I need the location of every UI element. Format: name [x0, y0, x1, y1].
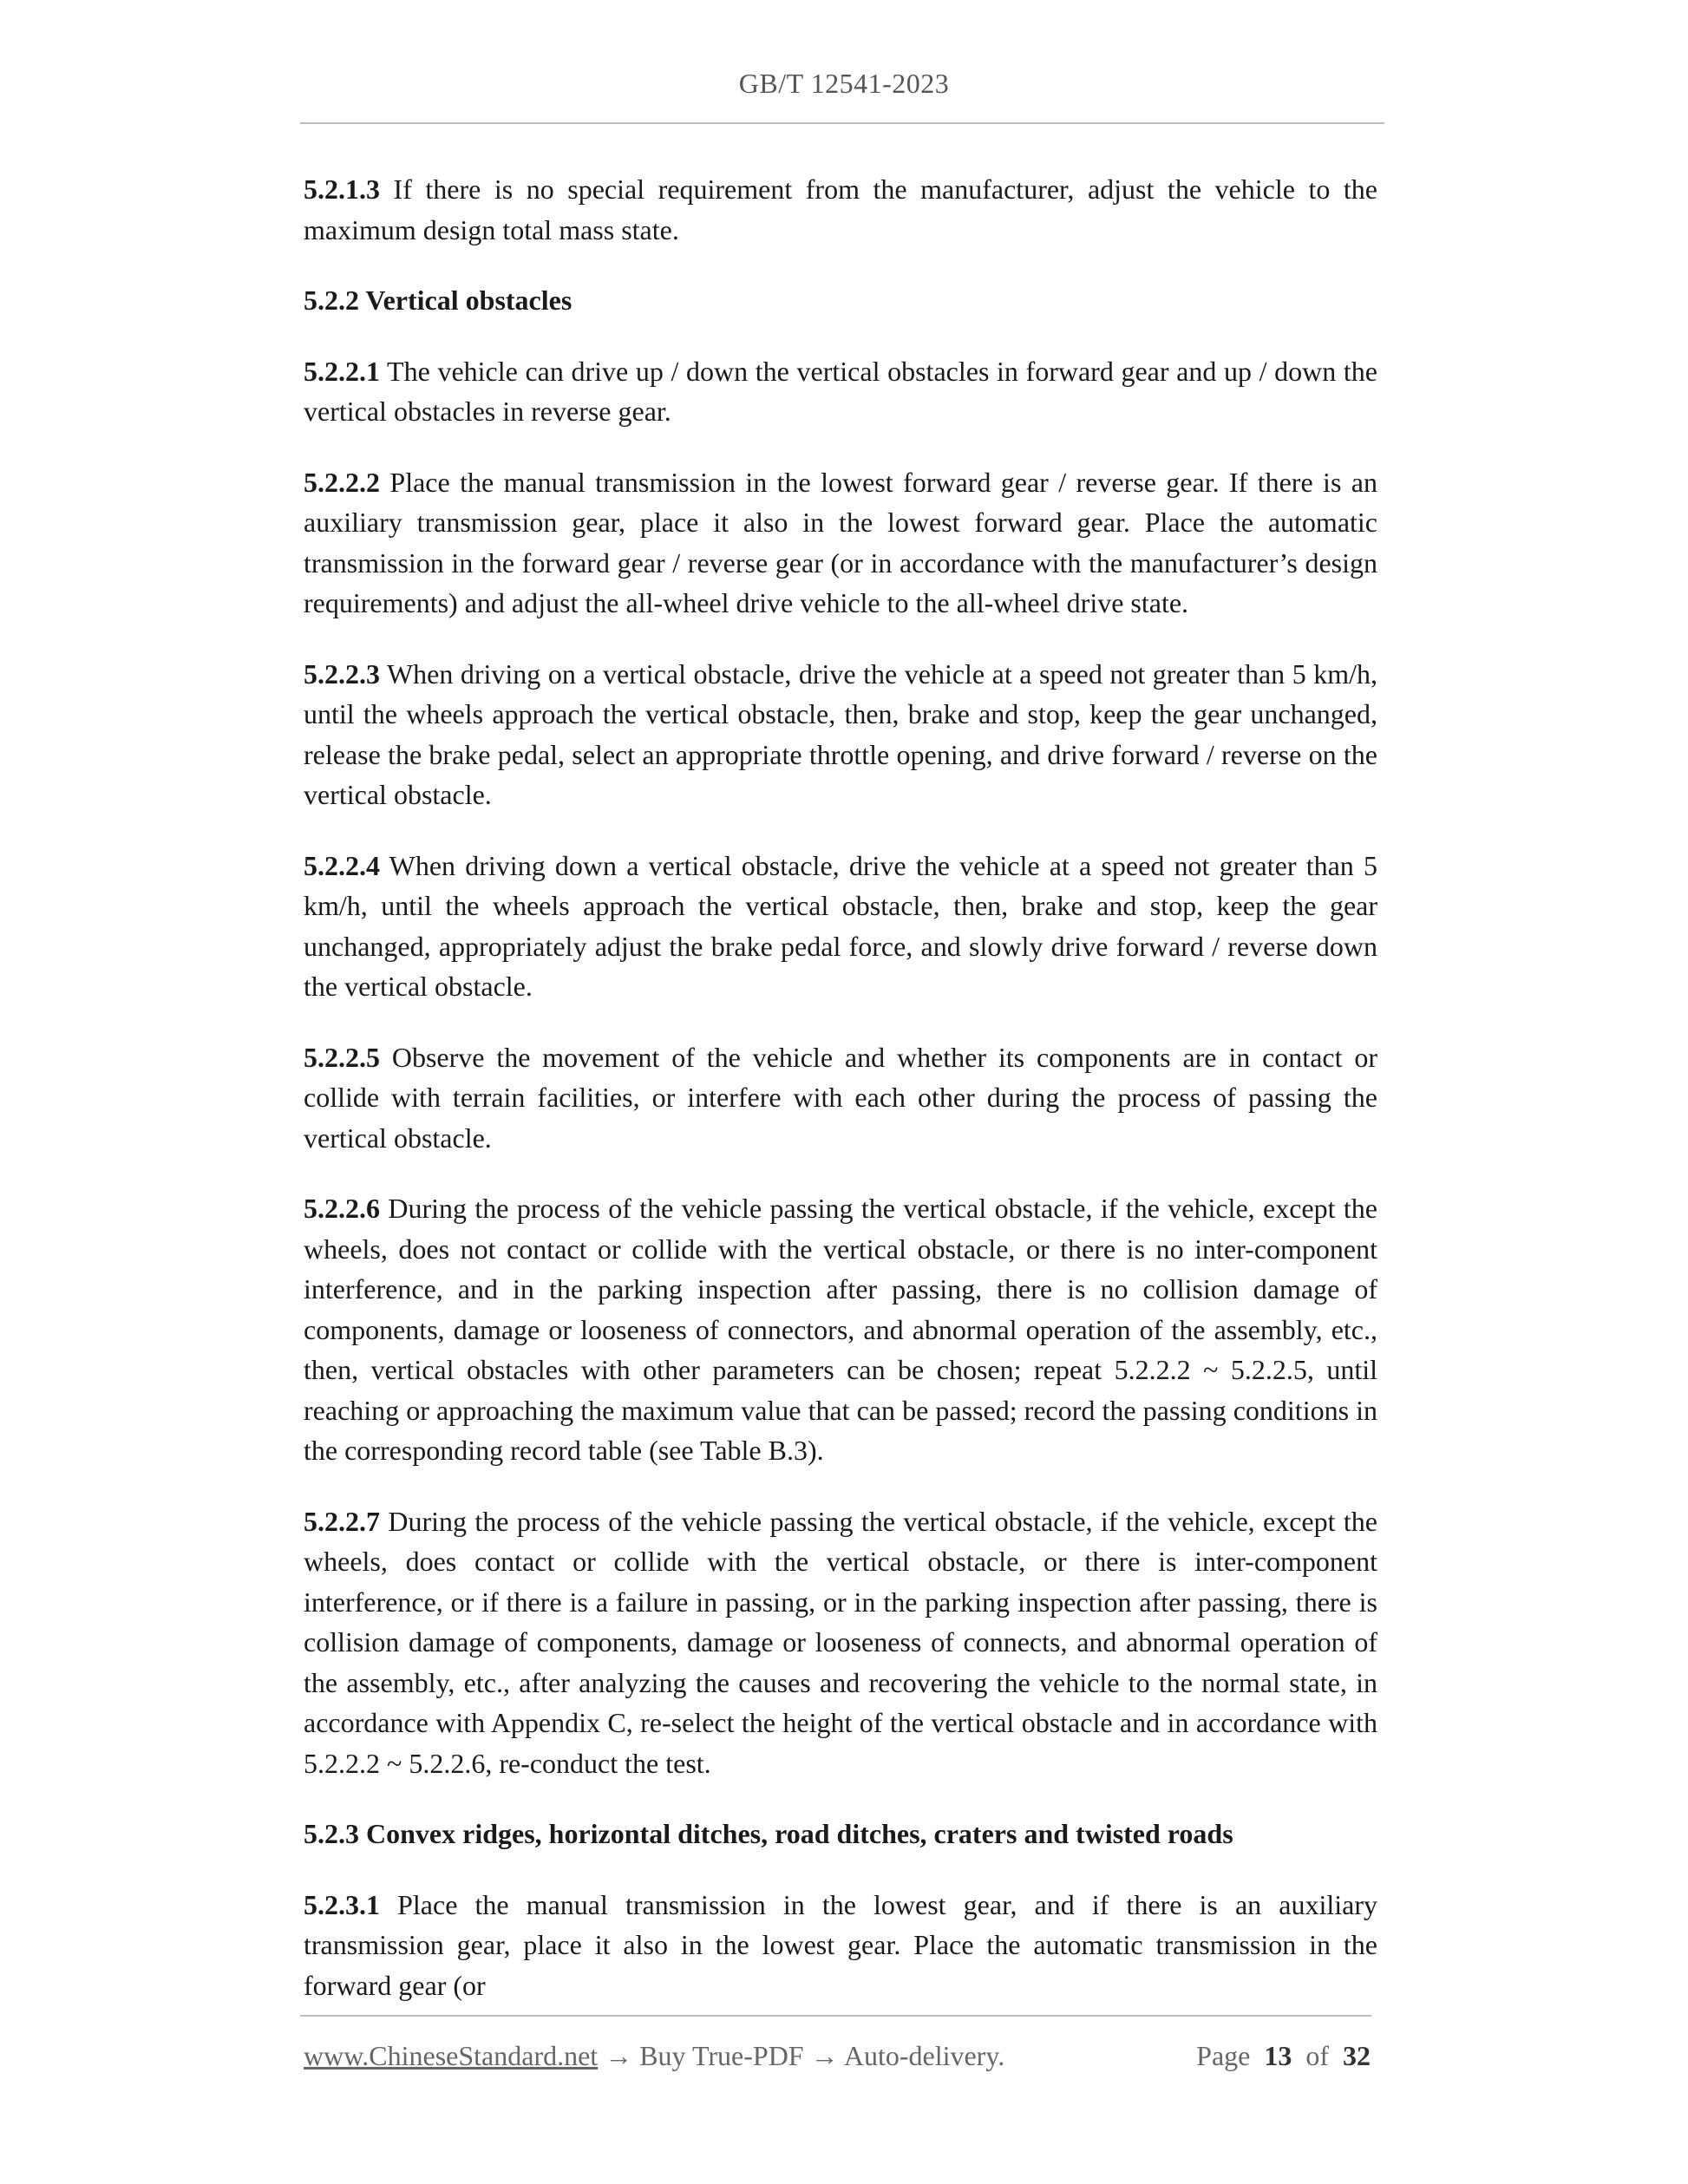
- document-body: [304, 169, 1377, 2036]
- clause-5-2-2-2: [304, 462, 1377, 624]
- clause-5-2-2-4: [304, 846, 1377, 1007]
- clause-number: 5.2.2.1: [304, 355, 380, 387]
- clause-text: When driving down a vertical obstacle, drive the vehicle at a speed not greater than 5 km/h, until the wheels approach the vertical obstacle, then, brake and stop, keep the gear unchanged, appropriately adjust the brake pedal force, and slowly drive forward / reverse down the vertical obstacle.: [304, 849, 1377, 1002]
- of-label: of: [1305, 2040, 1329, 2071]
- page-footer: [304, 2040, 1371, 2078]
- arrow-icon: →: [598, 2040, 640, 2071]
- footer-buy-text: Buy True-PDF: [639, 2040, 804, 2071]
- clause-5-2-1-3: [304, 169, 1377, 250]
- clause-5-2-2-7: [304, 1501, 1377, 1784]
- website-link[interactable]: www.ChineseStandard.net: [304, 2040, 599, 2071]
- footer-delivery-text: Auto-delivery.: [843, 2040, 1005, 2071]
- section-heading-5-2-2: 5.2.2 Vertical obstacles: [304, 284, 572, 316]
- clause-text: Place the manual transmission in the lowest forward gear / reverse gear. If there is an auxiliary transmission gear, place it also in the lowest forward gear. Place the automatic transmission in the forward gear / reverse gear (or in accordance with the manufacturer’s design requirements) and adjust the all-wheel drive vehicle to the all-wheel drive state.: [304, 466, 1377, 618]
- clause-5-2-2-1: [304, 351, 1377, 432]
- section-heading-5-2-3: 5.2.3 Convex ridges, horizontal ditches, road ditches, craters and twisted roads: [304, 1818, 1233, 1849]
- clause-5-2-2-5: [304, 1037, 1377, 1159]
- clause-number: 5.2.2.2: [304, 466, 380, 498]
- clause-number: 5.2.2.3: [304, 657, 380, 690]
- clause-text: The vehicle can drive up / down the vertical obstacles in forward gear and up / down the vertical obstacles in reverse gear.: [304, 355, 1377, 427]
- clause-5-2-2-6: [304, 1188, 1377, 1471]
- clause-number: 5.2.1.3: [304, 173, 380, 205]
- clause-text: If there is no special requirement from the manufacturer, adjust the vehicle to the maximum design total mass state.: [304, 173, 1377, 245]
- footer-divider: [300, 2015, 1371, 2017]
- clause-number: 5.2.2.4: [304, 849, 380, 881]
- document-header: GB/T 12541-2023: [738, 68, 950, 99]
- total-pages: 32: [1343, 2040, 1371, 2071]
- arrow-icon: →: [803, 2040, 844, 2071]
- clause-5-2-3-1: [304, 1885, 1377, 2006]
- page-number: [1196, 2040, 1371, 2072]
- clause-text: During the process of the vehicle passing the vertical obstacle, if the vehicle, except the wheels, does contact or collide with the vertical obstacle, or there is inter-component interference, or if there is a failure in passing, or in the parking inspection after passing, there is collision damage of components, damage or looseness of connects, and abnormal operation of the assembly, etc., after analyzing the causes and recovering the vehicle to the normal state, in accordance with Appendix C, re-select the height of the vertical obstacle and in accordance with 5.2.2.2 ~ 5.2.2.6, re-conduct the test.: [304, 1505, 1377, 1779]
- current-page: 13: [1264, 2040, 1292, 2071]
- footer-promo: [304, 2040, 1004, 2072]
- clause-5-2-2-3: [304, 654, 1377, 815]
- clause-number: 5.2.3.1: [304, 1888, 380, 1920]
- clause-text: During the process of the vehicle passing the vertical obstacle, if the vehicle, except the wheels, does not contact or collide with the vertical obstacle, or there is no inter-component interference, and in the parking inspection after passing, there is no collision damage of components, damage or looseness of connectors, and abnormal operation of the assembly, etc., then, vertical obstacles with other parameters can be chosen; repeat 5.2.2.2 ~ 5.2.2.5, until reaching or approaching the maximum value that can be passed; record the passing conditions in the corresponding record table (see Table B.3).: [304, 1193, 1377, 1466]
- header-divider: [300, 122, 1384, 124]
- clause-text: Observe the movement of the vehicle and whether its components are in contact or collide with terrain facilities, or interfere with each other during the process of passing the vertical obstacle.: [304, 1041, 1377, 1154]
- clause-number: 5.2.2.7: [304, 1505, 380, 1537]
- page-label: Page: [1196, 2040, 1251, 2071]
- clause-number: 5.2.2.5: [304, 1041, 380, 1073]
- clause-number: 5.2.2.6: [304, 1193, 380, 1224]
- clause-text: Place the manual transmission in the lowest gear, and if there is an auxiliary transmission gear, place it also in the lowest gear. Place the automatic transmission in the forward gear (or: [304, 1888, 1377, 2001]
- clause-text: When driving on a vertical obstacle, drive the vehicle at a speed not greater than 5 km/h, until the wheels approach the vertical obstacle, then, brake and stop, keep the gear unchanged, release the brake pedal, select an appropriate throttle opening, and drive forward / reverse on the vertical obstacle.: [304, 657, 1377, 810]
